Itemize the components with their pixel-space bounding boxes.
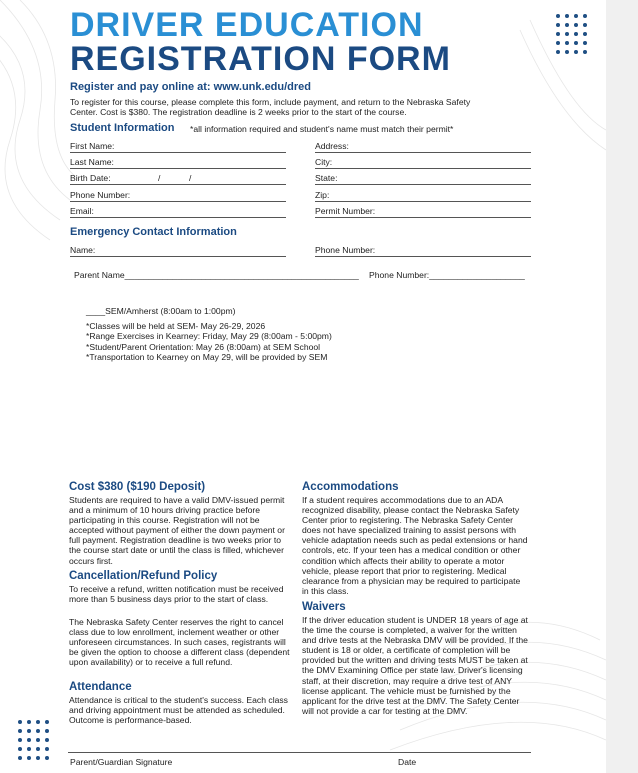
first-name-field[interactable]: First Name: — [70, 141, 286, 153]
city-field[interactable]: City: — [315, 157, 531, 169]
decorative-dot — [556, 14, 560, 18]
decorative-dot — [36, 747, 40, 751]
cancellation-heading: Cancellation/Refund Policy — [69, 570, 218, 582]
decorative-dot — [36, 756, 40, 760]
zip-field[interactable]: Zip: — [315, 190, 531, 202]
emergency-name-field[interactable]: Name: — [70, 245, 286, 257]
decorative-dot — [18, 729, 22, 733]
decorative-dot — [583, 14, 587, 18]
emergency-phone-field[interactable]: Phone Number: — [315, 245, 531, 257]
decorative-dot — [574, 50, 578, 54]
birth-date-field[interactable] — [70, 173, 286, 185]
signature-label: Parent/Guardian Signature — [70, 757, 173, 767]
cost-heading: Cost $380 ($190 Deposit) — [69, 481, 206, 493]
cancellation-text-2: The Nebraska Safety Center reserves the right to cancel class due to low enrollment, inclement weather or other unforeseen circumstances. In such cases, registrants will be given the option to choose a different class (dependent upon availability) or to receive a full refund. — [69, 617, 290, 668]
attendance-heading: Attendance — [69, 681, 132, 693]
cost-text: Students are required to have a valid DMV-issued permit and a minimum of 10 hours driving practice before participating in this course. Registration will not be accepted without payment of either the down payment or full payment. Registration deadline is two weeks prior to the course start date or until the class is filled, whichever occurs first. — [69, 495, 285, 566]
address-field[interactable]: Address: — [315, 141, 531, 153]
decorative-dot — [27, 720, 31, 724]
decorative-dot — [556, 32, 560, 36]
decorative-dot — [45, 729, 49, 733]
decorative-dot — [583, 50, 587, 54]
decorative-dot-grid-top — [556, 14, 592, 56]
session-note: *Transportation to Kearney on May 29, will be provided by SEM — [86, 352, 328, 363]
permit-number-field[interactable]: Permit Number: — [315, 206, 531, 218]
right-margin-band — [606, 0, 638, 773]
decorative-dot — [18, 720, 22, 724]
phone-number-field[interactable]: Phone Number: — [70, 190, 286, 202]
decorative-dot — [45, 747, 49, 751]
decorative-dot — [574, 23, 578, 27]
emergency-contact-heading: Emergency Contact Information — [70, 226, 237, 238]
session-notes — [86, 321, 386, 363]
decorative-dot — [574, 41, 578, 45]
signature-line[interactable] — [68, 752, 531, 753]
decorative-dot — [556, 50, 560, 54]
decorative-dot — [27, 729, 31, 733]
decorative-dot — [565, 14, 569, 18]
decorative-dot — [45, 756, 49, 760]
decorative-dot — [36, 738, 40, 742]
decorative-dot — [583, 41, 587, 45]
decorative-dot-grid-bottom — [18, 720, 54, 762]
title-line-1: DRIVER EDUCATION — [70, 6, 424, 44]
title-line-2: REGISTRATION FORM — [70, 40, 451, 78]
cancellation-text-1: To receive a refund, written notification must be received more than 5 business days prior to the start of class. — [69, 584, 284, 605]
session-option[interactable]: ____SEM/Amherst (8:00am to 1:00pm) — [86, 306, 236, 316]
decorative-dot — [27, 756, 31, 760]
accommodations-text: If a student requires accommodations due to an ADA recognized disability, please contact the Nebraska Safety Center prior to registering. The Nebraska Safety Center does not have specialized training to assist persons with vehicle adaptation needs such as pedal extensions or hand controls, etc. If your teen has a medical condition or other condition which affects their ability to operate a motor vehicle, please report that prior to registering. Medical clearance from a physician may be required to participate in this class. — [302, 495, 528, 596]
student-info-heading: Student Information — [70, 122, 175, 134]
decorative-dot — [583, 32, 587, 36]
waivers-text: If the driver education student is UNDER 18 years of age at the time the course is completed, a waiver for the written and drive tests at the Nebraska DMV will be provided. If the student is 18 or older, a certificate of completion will be provided but the written and driving tests MUST be taken at the DMV Examining Office per state law. Driver's licensing staff, at their discretion, may require a drive test of ANY license applicant. The vehicle must be furnished by the applicant for the drive test at the DMV. The Safety Center will not provide a car for testing at the DMV. — [302, 615, 528, 716]
decorative-dot — [27, 738, 31, 742]
birth-date-separator: / — [158, 173, 161, 183]
decorative-dot — [556, 23, 560, 27]
decorative-dot — [565, 23, 569, 27]
parent-phone-field[interactable]: Phone Number:____________________ — [369, 270, 525, 280]
decorative-dot — [45, 738, 49, 742]
decorative-dot — [45, 720, 49, 724]
email-field[interactable]: Email: — [70, 206, 286, 218]
attendance-text: Attendance is critical to the student's success. Each class and driving appointment must be attended as scheduled. Outcome is performance-based. — [69, 695, 288, 726]
decorative-dot — [565, 41, 569, 45]
birth-date-label: Birth Date: — [70, 173, 111, 183]
parent-name-field[interactable]: Parent Name_________________________________________________ — [74, 270, 359, 280]
decorative-dot — [36, 720, 40, 724]
decorative-dot — [574, 14, 578, 18]
session-note: *Classes will be held at SEM- May 26-29, 2026 — [86, 321, 266, 331]
register-online-link[interactable]: Register and pay online at: www.unk.edu/dred — [70, 81, 312, 93]
decorative-dot — [565, 50, 569, 54]
decorative-dot — [574, 32, 578, 36]
decorative-dot — [583, 23, 587, 27]
state-field[interactable]: State: — [315, 173, 531, 185]
waivers-heading: Waivers — [302, 601, 346, 613]
session-note: *Student/Parent Orientation: May 26 (8:00am) at SEM School — [86, 341, 321, 352]
student-info-note: *all information required and student's name must match their permit* — [190, 124, 454, 134]
decorative-dot — [18, 738, 22, 742]
decorative-dot — [18, 747, 22, 751]
decorative-dot — [565, 32, 569, 36]
birth-date-separator: / — [189, 173, 192, 183]
decorative-dot — [27, 747, 31, 751]
decorative-dot — [36, 729, 40, 733]
intro-text: To register for this course, please complete this form, include payment, and return to the Nebraska Safety Center. Cost is $380. The registration deadline is 2 weeks prior to the start of the course. — [70, 97, 471, 117]
decorative-dot — [18, 756, 22, 760]
last-name-field[interactable]: Last Name: — [70, 157, 286, 169]
date-label: Date — [398, 757, 417, 767]
decorative-dot — [556, 41, 560, 45]
accommodations-heading: Accommodations — [302, 481, 399, 493]
session-note: *Range Exercises in Kearney: Friday, May 29 (8:00am - 5:00pm) — [86, 331, 332, 342]
